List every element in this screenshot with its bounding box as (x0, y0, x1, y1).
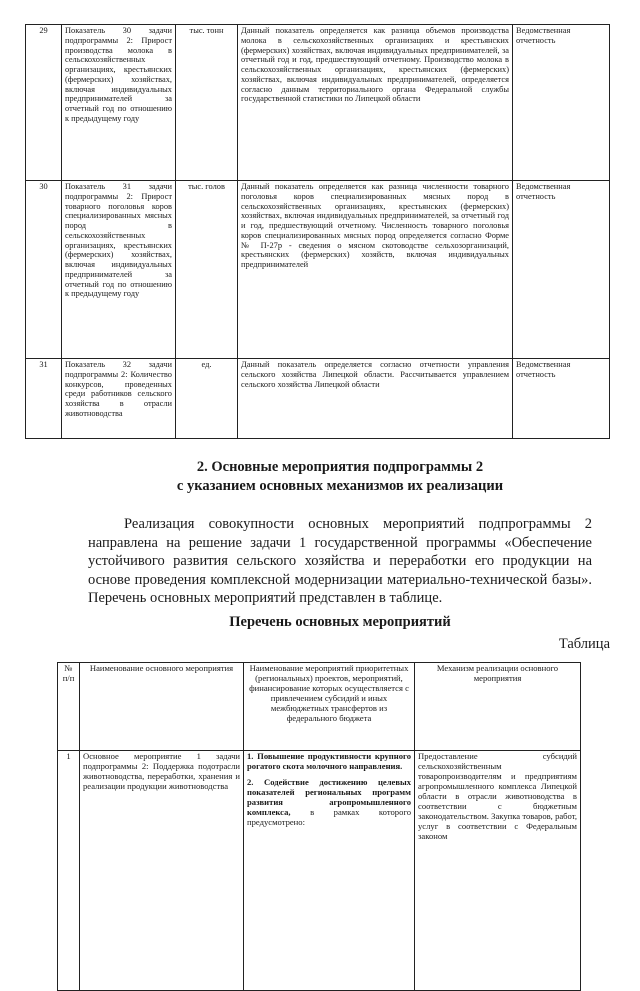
section-heading (40, 458, 640, 495)
table-row (26, 25, 610, 181)
indicator-description: Данный показатель определяется как разница объемов производства молока в сельскохозяйственных организациях и крестьянских (фермерских) хозяйствах, включая индивидуальных предпринимателей, за отчетный год и год, предшествующий отчетному. Производство молока в сельскохозяйственных организациях, крестьянских (фермерских) хозяйствах, включая индивидуальных предпринимателей, определяется согласно данным территориального органа Федеральной службы государственной статистики по Липецкой области (238, 25, 513, 181)
indicator-description: Данный показатель определяется как разница численности товарного поголовья коров специализированных мясных пород в сельскохозяйственных организациях, крестьянских (фермерских) хозяйствах, включая индивидуальных предпринимателей, за отчетный год и год, предшествующий отчетному. Численность товарного поголовья коров специализированных мясных пород определяется согласно Форме № П-27р - сведения о мясном скотоводстве сельхозорганизаций, крестьянских (фермерских) хозяйств, включая индивидуальных предпринимателей (238, 181, 513, 359)
row-number: 29 (26, 25, 62, 181)
measure-name: Основное мероприятие 1 задачи подпрограммы 2: Поддержка подотрасли животноводства, переработки, хранения и реализации продукции животноводства (80, 751, 244, 991)
indicator-source: Ведомственная отчетность (513, 25, 610, 181)
measures-table (57, 662, 581, 991)
row-number: 31 (26, 359, 62, 439)
table-row (58, 751, 581, 991)
measure-item-1: 1. Повышение продуктивности крупного рогатого скота молочного направления. (247, 751, 411, 771)
indicator-unit: ед. (176, 359, 238, 439)
section-heading-line1: 2. Основные мероприятия подпрограммы 2 (196, 459, 484, 475)
table-label: Таблица (558, 636, 610, 652)
header-measure-name: Наименование основного мероприятия (80, 663, 244, 751)
indicator-unit: тыс. тонн (176, 25, 238, 181)
row-number: 1 (58, 751, 80, 991)
indicator-unit: тыс. голов (176, 181, 238, 359)
indicator-description: Данный показатель определяется согласно отчетности управления сельского хозяйства Липецкой области. Рассчитывается управлением сельского хозяйства Липецкой области (238, 359, 513, 439)
indicator-name: Показатель 31 задачи подпрограммы 2: Прирост товарного поголовья коров специализированных мясных пород в сельскохозяйственных организациях, крестьянских (фермерских) хозяйствах, включая индивидуальных предпринимателей за отчетный год по отношению к предыдущему году (62, 181, 176, 359)
indicator-source: Ведомственная отчетность (513, 181, 610, 359)
section-heading-line2: с указанием основных механизмов их реализации (176, 477, 504, 494)
measure-item-2-rest: в рамках которого предусмотрено: (247, 806, 411, 827)
list-title: Перечень основных мероприятий (229, 614, 451, 630)
header-mechanism: Механизм реализации основного мероприятия (415, 663, 581, 751)
header-project-measures: Наименование мероприятий приоритетных (региональных) проектов, мероприятий, финансирование которых осуществляется с привлечением субсидий и иных межбюджетных трансфертов из федерального бюджета (244, 663, 415, 751)
project-measures (244, 751, 415, 991)
measure-item-2-bold: 2. Содействие достижению целевых показателей региональных программ развития агропромышленного комплекса, (247, 776, 411, 817)
table-header-row (58, 663, 581, 751)
indicator-name: Показатель 30 задачи подпрограммы 2: Прирост производства молока в сельскохозяйственных организациях, крестьянских (фермерских) хозяйствах, включая индивидуальных предпринимателей за отчетный год по отношению к предыдущему году (62, 25, 176, 181)
indicator-source: Ведомственная отчетность (513, 359, 610, 439)
measure-item-2 (247, 778, 411, 828)
table-row (26, 359, 610, 439)
header-number: № п/п (58, 663, 80, 751)
table-row (26, 181, 610, 359)
mechanism-text: Предоставление субсидий сельскохозяйственным товаропроизводителям и предприятиям агропромышленного комплекса Липецкой области в отрасли животноводства в соответствии с бюджетным законодательством. Закупка товаров, работ, услуг в соответствии с Федеральным законом (415, 751, 581, 991)
indicators-table (25, 24, 610, 439)
body-paragraph: Реализация совокупности основных мероприятий подпрограммы 2 направлена на решение задачи 1 государственной программы «Обеспечение устойчивого развития сельского хозяйства и переработки его продукции на основе проведения комплексной модернизации материально-технической базы». Перечень основных мероприятий представлен в таблице. (88, 516, 592, 607)
row-number: 30 (26, 181, 62, 359)
indicator-name: Показатель 32 задачи подпрограммы 2: Количество конкурсов, проведенных среди работников сельского хозяйства в отрасли животноводства (62, 359, 176, 439)
